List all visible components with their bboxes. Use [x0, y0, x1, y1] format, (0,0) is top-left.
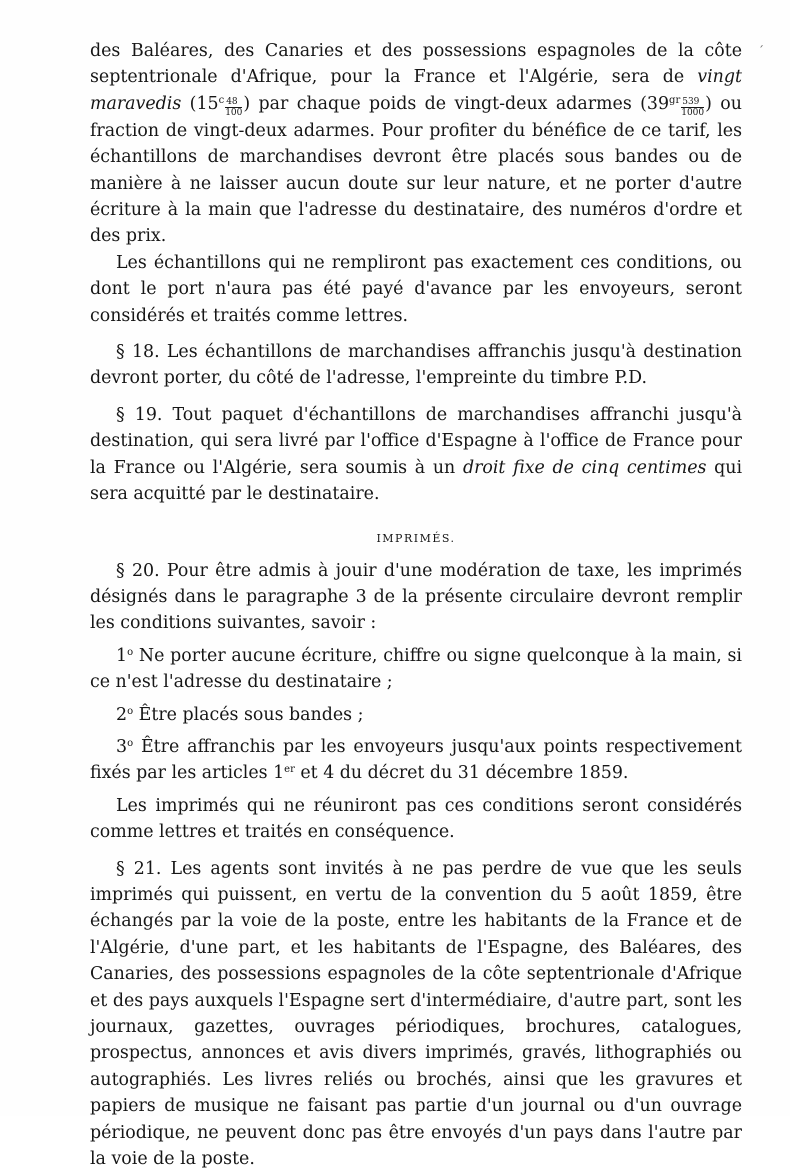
fraction-centimes: $\frac{48}{100}$	[225, 96, 243, 118]
fraction-grams: $\frac{539}{1000}$	[681, 96, 705, 118]
list-item-3: 3$^o$ Être affranchis par les envoyeurs jusqu'aux points respectivement fixés par les articles 1er et 4 du décret du 31 décembre 1859.	[90, 736, 742, 784]
text-block	[90, 38, 742, 1172]
margin-mark: ´	[758, 44, 764, 58]
paragraph-section-19: § 19. Tout paquet d'échantillons de marchandises affranchi jusqu'à destination, qui sera livré par l'office d'Espagne à l'office de France pour la France ou l'Algérie, sera soumis à un droit fixe de cinq centimes qui sera acquitté par le destinataire.	[90, 404, 743, 505]
list-item-1: 1$^o$ Ne porter aucune écriture, chiffre ou signe quelconque à la main, si ce n'est l'adresse du destinataire ;	[90, 645, 742, 693]
list-item-2: 2$^o$ Être placés sous bandes ;	[116, 704, 364, 725]
paragraph-continued-tariff: des Baléares, des Canaries et des possessions espagnoles de la côte septentrionale d'Afrique, pour la France et l'Algérie, sera de vingt maravedis (15$^c$ $\frac{48}{100}$ ) par chaque poids de vingt-deux adarmes ($39^{gr}$ $\frac{539}{1000}$ ) ou fraction de vingt-deux adarmes. Pour profiter du bénéfice de ce tarif, les échantillons de marchandises devront être placés sous bandes ou de manière à ne laisser aucun doute sur leur nature, et ne porter d'autre écriture à la main que l'adresse du destinataire, des numéros d'ordre et des prix.	[90, 41, 742, 247]
paragraph-non-conforming-prints: Les imprimés qui ne réuniront pas ces conditions seront considérés comme lettres et traités en conséquence.	[90, 795, 742, 843]
paragraph-section-18: § 18. Les échantillons de marchandises affranchis jusqu'à destination devront porter, du côté de l'adresse, l'empreinte du timbre P.D.	[90, 342, 742, 389]
emphasis-vingt-maravedis: vingt maravedis	[90, 67, 742, 114]
section-heading-imprimes: IMPRIMÉS.	[376, 531, 456, 545]
emphasis-droit-fixe: droit fixe de cinq centimes	[462, 457, 707, 478]
paragraph-conditions-samples: Les échantillons qui ne rempliront pas exactement ces conditions, ou dont le port n'aura pas été payé d'avance par les envoyeurs, seront considérés et traités comme lettres.	[90, 252, 742, 326]
paragraph-section-20: § 20. Pour être admis à jouir d'une modération de taxe, les imprimés désignés dans le paragraphe 3 de la présente circulaire devront remplir les conditions suivantes, savoir :	[90, 560, 742, 634]
paragraph-section-21: § 21. Les agents sont invités à ne pas perdre de vue que les seuls imprimés qui puissent, en vertu de la convention du 5 août 1859, être échangés par la voie de la poste, entre les habitants de la France et de l'Algérie, d'une part, et les habitants de l'Espagne, des Baléares, des Canaries, des possessions espagnoles de la côte septentrionale d'Afrique et des pays auxquels l'Espagne sert d'intermédiaire, d'autre part, sont les journaux, gazettes, ouvrages périodiques, brochures, catalogues, prospectus, annonces et avis divers imprimés, gravés, lithographiés ou autographiés. Les livres reliés ou brochés, ainsi que les gravures et papiers de musique ne faisant pas partie d'un journal ou d'un ouvrage périodique, ne peuvent donc pas être envoyés d'un pays dans l'autre par la voie de la poste.	[90, 858, 742, 1170]
